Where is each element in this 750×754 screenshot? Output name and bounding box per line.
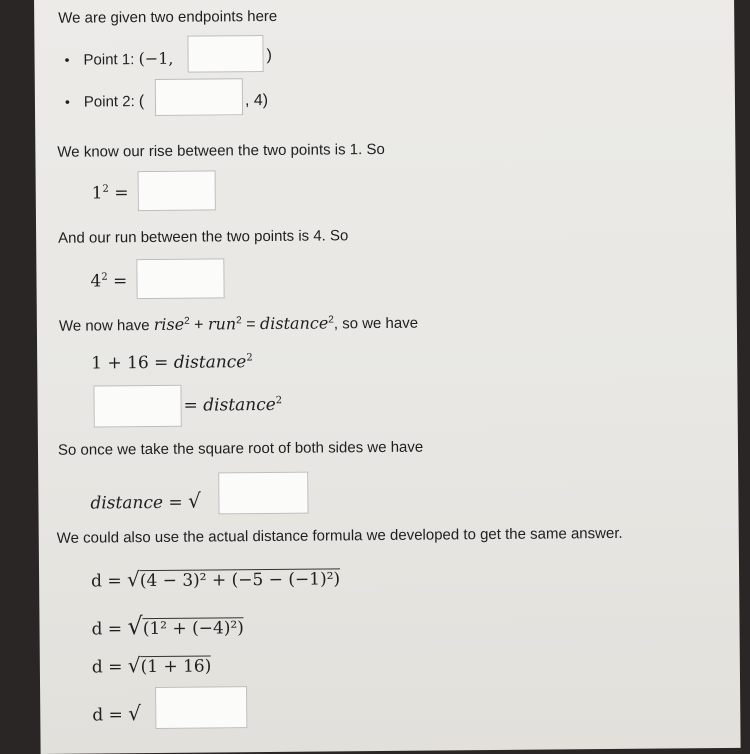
point2-prefix: ( <box>138 93 145 111</box>
run-squared-input[interactable] <box>136 258 224 299</box>
sum-equation: 1 + 16 = distance$^2$ <box>91 352 253 374</box>
sqrt-icon: √ <box>127 653 141 678</box>
point1-label: Point 1: <box>83 51 139 69</box>
sqrt-icon: √ <box>126 567 140 592</box>
run-text: And our run between the two points is 4. So <box>58 227 349 247</box>
final-equation: d = √ <box>92 701 142 726</box>
d-line-3: d = √(1 + 16) <box>91 653 212 678</box>
rise-equation: $1^2$ = <box>91 183 129 204</box>
point2-label: Point 2: <box>83 93 139 111</box>
bullet-icon: • <box>64 51 70 68</box>
rise-squared-input[interactable] <box>138 170 216 211</box>
point1-y-input[interactable] <box>187 35 263 73</box>
point2-suffix: , 4) <box>244 91 269 110</box>
rise-text: We know our rise between the two points is 1. So <box>57 140 385 161</box>
point2-row <box>65 93 144 112</box>
distance-squared-equation: = distance$^2$ <box>183 394 283 416</box>
point2-x-input[interactable] <box>155 78 243 116</box>
formula-text: We could also use the actual distance formula we developed to get the same answer. <box>56 524 623 547</box>
sqrt-icon: √ <box>187 488 201 513</box>
distance-squared-input[interactable] <box>93 385 181 428</box>
run-equation: $4^2$ = <box>90 271 128 292</box>
sqrt-text: So once we take the square root of both sides we have <box>57 438 424 459</box>
point1-suffix: ) <box>266 46 272 64</box>
final-distance-input[interactable] <box>155 686 247 729</box>
point1-prefix: (−1, <box>138 48 174 69</box>
distance-radicand-input[interactable] <box>218 472 308 515</box>
d-line-1: d = √(4 − 3)² + (−5 − (−1)²) <box>91 567 341 592</box>
pythagorean-text: We now have rise$^2$ + run$^2$ = distance$^2$, so we have <box>58 313 419 335</box>
worksheet-panel <box>34 0 741 754</box>
sqrt-equation: distance = √ <box>90 488 201 514</box>
intro-text: We are given two endpoints here <box>58 7 278 27</box>
bullet-icon: • <box>64 93 70 110</box>
sqrt-icon: √ <box>127 612 143 641</box>
point1-row <box>64 49 173 69</box>
d-line-2: d = √(1² + (−4)²) <box>91 612 244 641</box>
sqrt-icon: √ <box>128 701 142 726</box>
